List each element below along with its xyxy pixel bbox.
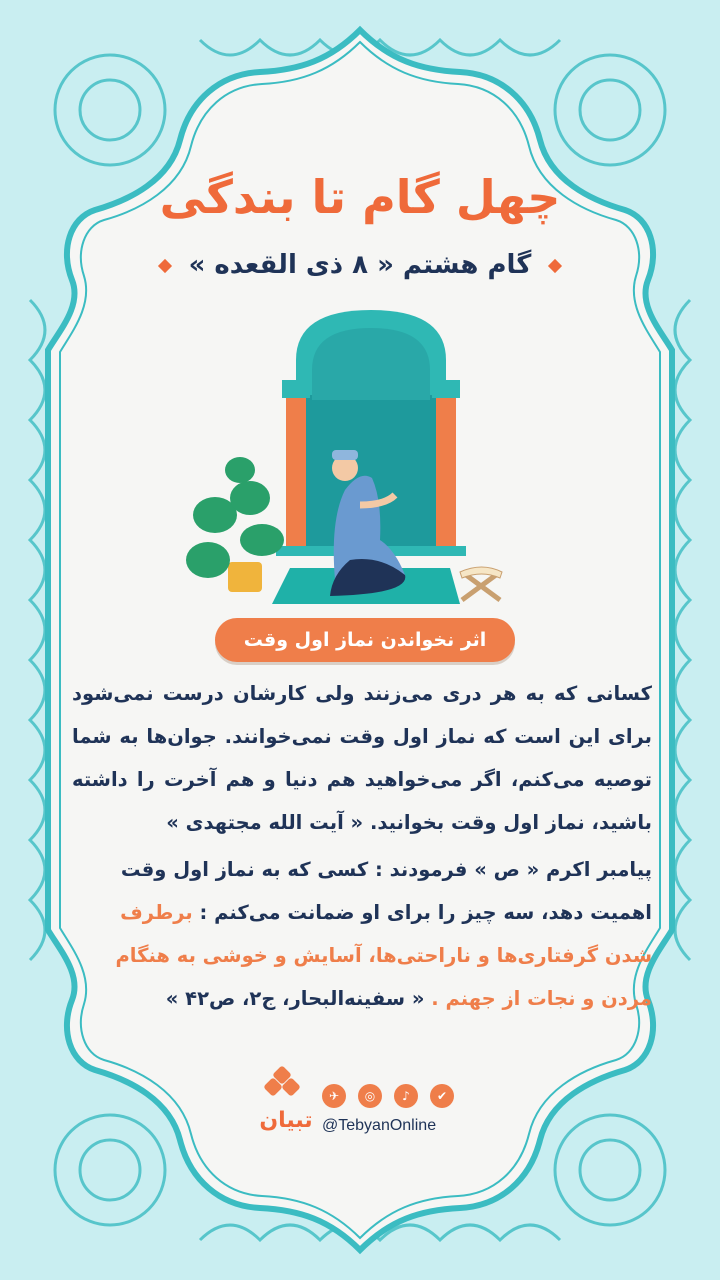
diamond-icon — [548, 258, 562, 272]
social-handle[interactable]: @TebyanOnline — [322, 1117, 437, 1134]
hadith-highlight: برطرف شدن گرفتاری‌ها و ناراحتی‌ها، آسایش و خوشی به هنگام مردن و نجات از جهنم . — [115, 901, 652, 1010]
diamond-icon — [157, 258, 171, 272]
hadith-text: پیامبر اکرم « ص » فرمودند : کسی که به نماز اول وقت اهمیت دهد، سه چیز را برای او ضمانت می‌کنم : — [120, 858, 652, 924]
verified-icon[interactable]: ✔ — [430, 1084, 454, 1108]
brand-logo-text: تبیان — [259, 1108, 313, 1133]
section-heading: اثر نخواندن نماز اول وقت — [215, 618, 515, 662]
page-title: چهل گام تا بندگی — [159, 170, 561, 224]
page-subtitle — [0, 250, 720, 280]
subtitle-text: گام هشتم « ۸ ذی القعده » — [188, 250, 532, 280]
hadith-source: « سفینه‌البحار، ج۲، ص۴۲ » — [165, 987, 432, 1010]
instagram-icon[interactable]: ◎ — [358, 1084, 382, 1108]
paragraph-quote: کسانی که به هر دری می‌زنند ولی کارشان درست نمی‌شود برای این است که نماز اول وقت نمی‌خوانند. جوان‌ها به شما توصیه می‌کنم، اگر می‌خواهید هم دنیا و هم آخرت را داشته باشید، نماز اول وقت بخوانید. « آیت الله مجتهدی » — [72, 682, 652, 834]
paragraph-hadith — [72, 848, 652, 1020]
telegram-icon[interactable]: ✈ — [322, 1084, 346, 1108]
twitter-icon[interactable]: ♪ — [394, 1084, 418, 1108]
